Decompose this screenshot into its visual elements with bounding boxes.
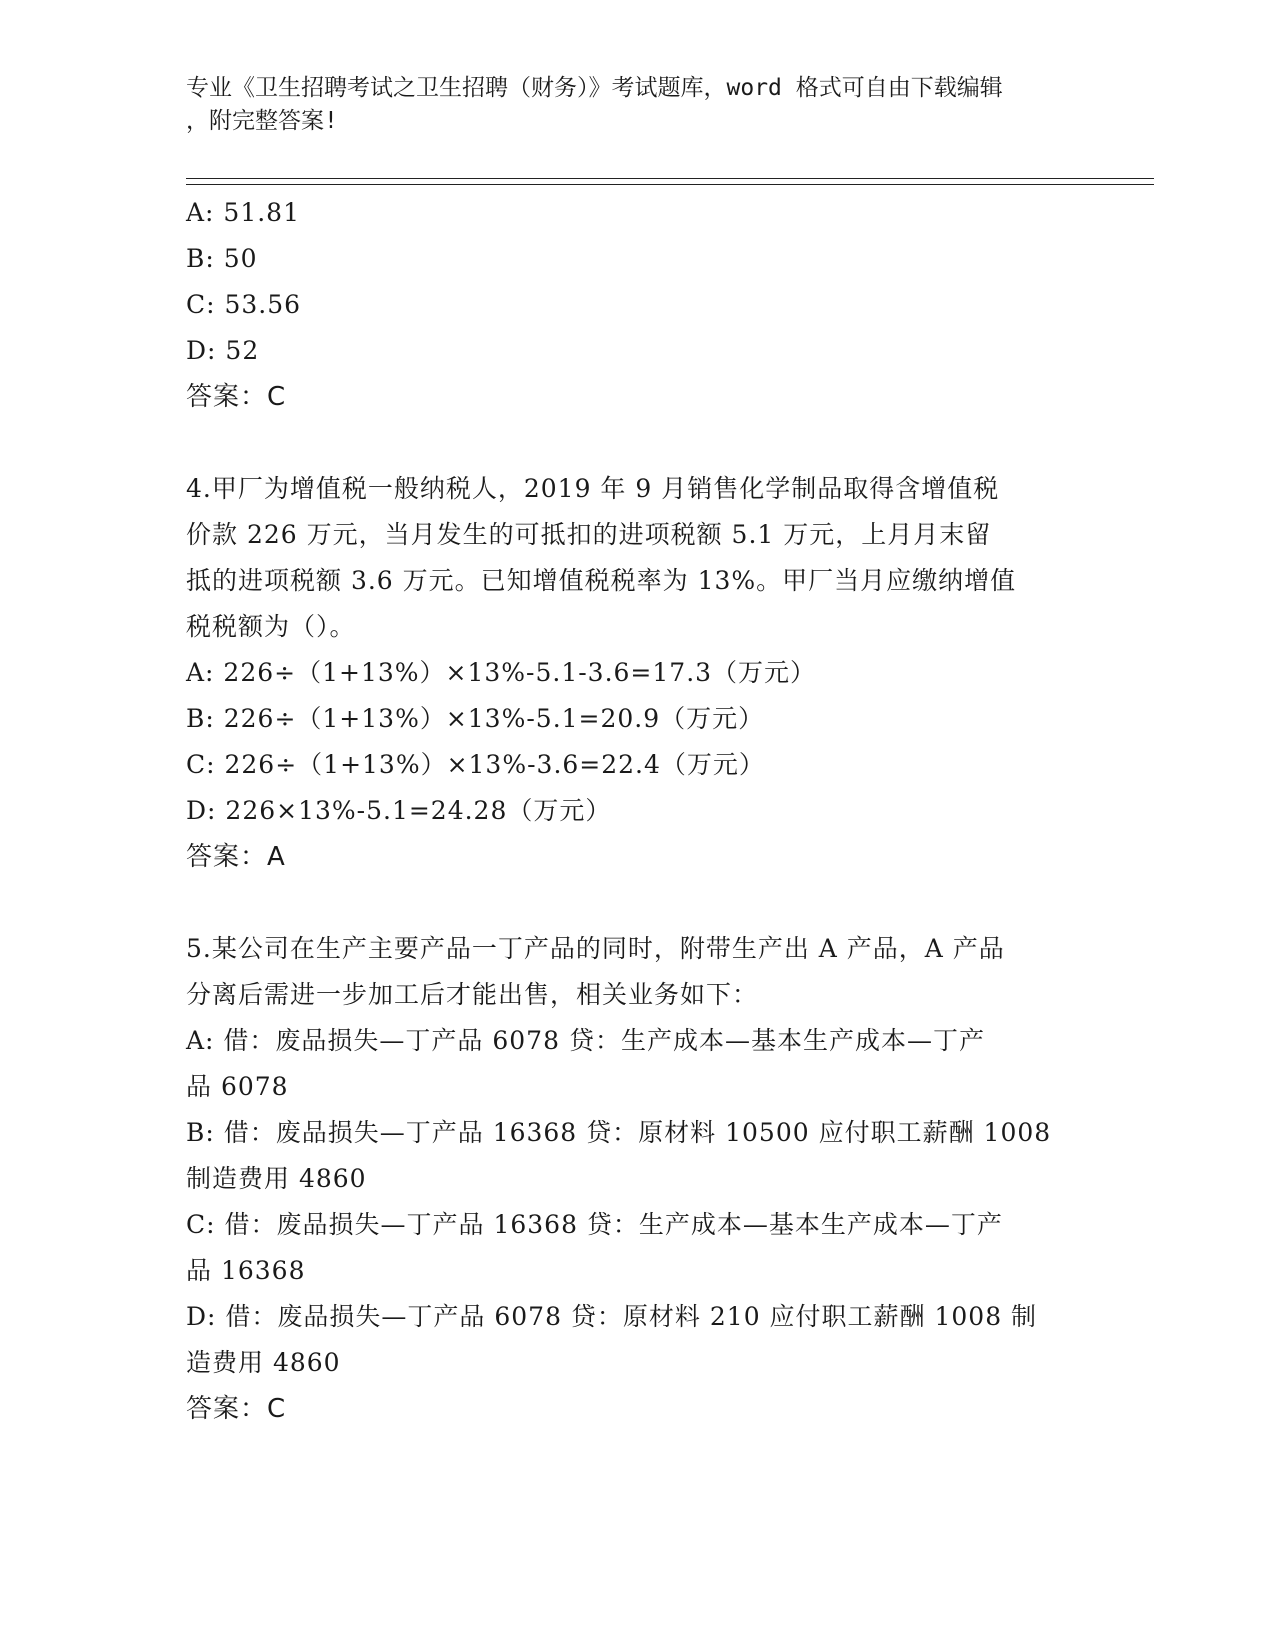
answer: 答案：A [186, 842, 286, 872]
question-4 [186, 466, 1086, 880]
header-line-2: ，附完整答案! [186, 108, 338, 134]
option-d: D: 226×13%-5.1=24.28（万元） [186, 796, 612, 825]
answer: 答案：C [186, 1394, 287, 1424]
option-c-line-2: 品 16368 [186, 1256, 306, 1285]
question-3-tail [186, 190, 1086, 420]
question-stem-line: 价款 226 万元，当月发生的可抵扣的进项税额 5.1 万元，上月月末留 [186, 520, 992, 549]
option-a: A: 226÷（1+13%）×13%-5.1-3.6=17.3（万元） [186, 658, 817, 687]
option-c: C: 53.56 [186, 290, 302, 319]
question-stem-line: 4.甲厂为增值税一般纳税人，2019 年 9 月销售化学制品取得含增值税 [186, 474, 1000, 503]
option-a: A: 51.81 [186, 198, 300, 227]
option-a-line-2: 品 6078 [186, 1072, 289, 1101]
document-body [186, 190, 1086, 1432]
option-b: B: 50 [186, 244, 258, 273]
option-c-line-1: C: 借：废品损失—丁产品 16368 贷：生产成本—基本生产成本—丁产 [186, 1210, 1003, 1239]
header-rule-bottom [186, 184, 1154, 185]
question-stem-line: 税税额为（）。 [186, 612, 356, 641]
question-5 [186, 926, 1086, 1432]
document-header [186, 72, 1086, 138]
option-b-line-1: B: 借：废品损失—丁产品 16368 贷：原材料 10500 应付职工薪酬 1008 [186, 1118, 1052, 1147]
answer: 答案：C [186, 382, 287, 412]
header-rule-top [186, 178, 1154, 179]
option-d: D: 52 [186, 336, 260, 365]
header-line-1: 专业《卫生招聘考试之卫生招聘（财务）》考试题库，word 格式可自由下载编辑 [186, 75, 1003, 101]
spacer [186, 420, 1086, 466]
option-d-line-1: D: 借：废品损失—丁产品 6078 贷：原材料 210 应付职工薪酬 1008 制 [186, 1302, 1038, 1331]
option-d-line-2: 造费用 4860 [186, 1348, 341, 1377]
spacer [186, 880, 1086, 926]
question-stem-line: 抵的进项税额 3.6 万元。已知增值税税率为 13%。甲厂当月应缴纳增值 [186, 566, 1017, 595]
question-stem-line: 5.某公司在生产主要产品一丁产品的同时，附带生产出 A 产品，A 产品 [186, 934, 1005, 963]
option-b: B: 226÷（1+13%）×13%-5.1=20.9（万元） [186, 704, 765, 733]
question-stem-line: 分离后需进一步加工后才能出售，相关业务如下： [186, 980, 759, 1009]
option-a-line-1: A: 借：废品损失—丁产品 6078 贷：生产成本—基本生产成本—丁产 [186, 1026, 985, 1055]
option-b-line-2: 制造费用 4860 [186, 1164, 367, 1193]
option-c: C: 226÷（1+13%）×13%-3.6=22.4（万元） [186, 750, 765, 779]
